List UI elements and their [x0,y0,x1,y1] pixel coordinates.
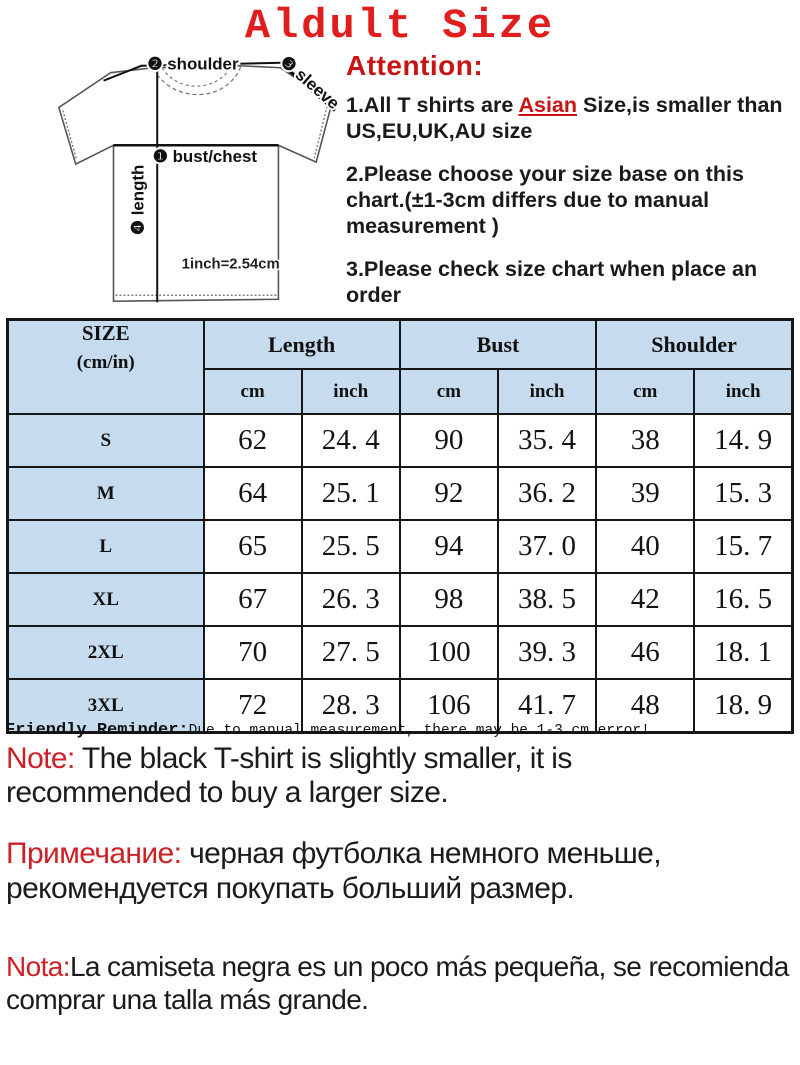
note-russian-text: черная футболка немного меньше, рекомендуется покупать больший размер. [6,837,661,905]
shoulder-inch-cell: 15. 3 [694,467,792,520]
attention-item-3: 3.Please check size chart when place an order [346,257,758,307]
left-cuff-stitch [63,110,77,160]
bust-inch-cell: 37. 0 [498,520,596,573]
group-header-bust: Bust [400,320,596,370]
size-cell: S [8,414,204,467]
bust-cm-cell: 94 [400,520,498,573]
shoulder-cm-cell: 40 [596,520,694,573]
shoulder-cm-cell: 46 [596,626,694,679]
shoulder-inch-cell: 18. 9 [694,679,792,733]
note-english-label: Note: [6,742,75,775]
unit-header-length-inch: inch [302,369,400,414]
length-cm-cell: 72 [204,679,302,733]
friendly-reminder-text: Due to manual measurement, there may be 1-3 cm error! [188,723,650,739]
shoulder-cm-cell: 42 [596,573,694,626]
bust-cm-cell: 106 [400,679,498,733]
table-row [8,414,793,467]
bust-label: ❶ bust/chest [152,147,258,167]
bust-cm-cell: 92 [400,467,498,520]
asian-highlight: Asian [518,93,578,117]
right-cuff-stitch [314,107,327,159]
shoulder-label: ❷ shoulder [147,54,239,74]
unit-header-shoulder-inch: inch [694,369,792,414]
corner-subtitle: (cm/in) [76,352,135,373]
size-cell: L [8,520,204,573]
bust-inch-cell: 38. 5 [498,573,596,626]
table-row [8,573,793,626]
shoulder-inch-cell: 15. 7 [694,520,792,573]
shoulder-inch-cell: 18. 1 [694,626,792,679]
bust-inch-cell: 36. 2 [498,467,596,520]
note-spanish-label: Nota: [6,951,70,982]
size-cell: 3XL [8,679,204,733]
table-row [8,467,793,520]
page-title: Aldult Size [244,2,556,50]
friendly-reminder-label: Friendly Reminder: [5,721,189,740]
shoulder-cm-cell: 39 [596,467,694,520]
size-cell: M [8,467,204,520]
unit-header-bust-inch: inch [498,369,596,414]
size-corner-header [8,320,204,415]
length-label: ❹ length [128,164,148,236]
unit-header-shoulder-cm: cm [596,369,694,414]
shoulder-inch-cell: 16. 5 [694,573,792,626]
sleeve-label: ❸ sleeve [276,51,344,114]
attention-section [346,50,798,325]
length-cm-cell: 67 [204,573,302,626]
scale-note: 1inch=2.54cm [181,256,280,273]
attention-item-2: 2.Please choose your size base on this chart.(±1-3cm differs due to manual measurement ) [346,162,744,238]
note-english [6,742,696,810]
shoulder-cm-cell: 48 [596,679,694,733]
group-header-shoulder: Shoulder [596,320,792,370]
length-inch-cell: 25. 1 [302,467,400,520]
attention-heading: Attention: [346,50,484,81]
attention-item-1-post: Size,is smaller than US,EU,UK,AU size [346,93,783,143]
unit-header-bust-cm: cm [400,369,498,414]
note-english-text: The black T-shirt is slightly smaller, it is recommended to buy a larger size. [6,742,572,809]
bust-inch-cell: 41. 7 [498,679,596,733]
friendly-reminder [5,721,650,740]
length-cm-cell: 62 [204,414,302,467]
table-row [8,520,793,573]
bust-inch-cell: 39. 3 [498,626,596,679]
length-inch-cell: 25. 5 [302,520,400,573]
length-inch-cell: 27. 5 [302,626,400,679]
length-cm-cell: 64 [204,467,302,520]
length-inch-cell: 28. 3 [302,679,400,733]
bust-inch-cell: 35. 4 [498,414,596,467]
note-spanish [6,950,794,1016]
corner-title: SIZE [81,321,130,345]
length-cm-cell: 65 [204,520,302,573]
group-header-length: Length [204,320,400,370]
shoulder-cm-cell: 38 [596,414,694,467]
attention-item-1 [346,92,798,144]
bust-cm-cell: 90 [400,414,498,467]
note-russian-label: Примечание: [6,837,182,870]
attention-item-1-pre: 1.All T shirts are [346,93,519,117]
note-russian [6,836,696,906]
shoulder-inch-cell: 14. 9 [694,414,792,467]
bust-cm-cell: 100 [400,626,498,679]
note-spanish-text: La camiseta negra es un poco más pequeña, se recomienda comprar una talla más grande. [6,951,789,1015]
bust-cm-cell: 98 [400,573,498,626]
size-cell: 2XL [8,626,204,679]
length-inch-cell: 26. 3 [302,573,400,626]
size-cell: XL [8,573,204,626]
length-inch-cell: 24. 4 [302,414,400,467]
tshirt-diagram [36,50,344,318]
table-row [8,626,793,679]
size-table [6,318,794,734]
unit-header-length-cm: cm [204,369,302,414]
length-cm-cell: 70 [204,626,302,679]
table-header-groups [8,320,793,370]
